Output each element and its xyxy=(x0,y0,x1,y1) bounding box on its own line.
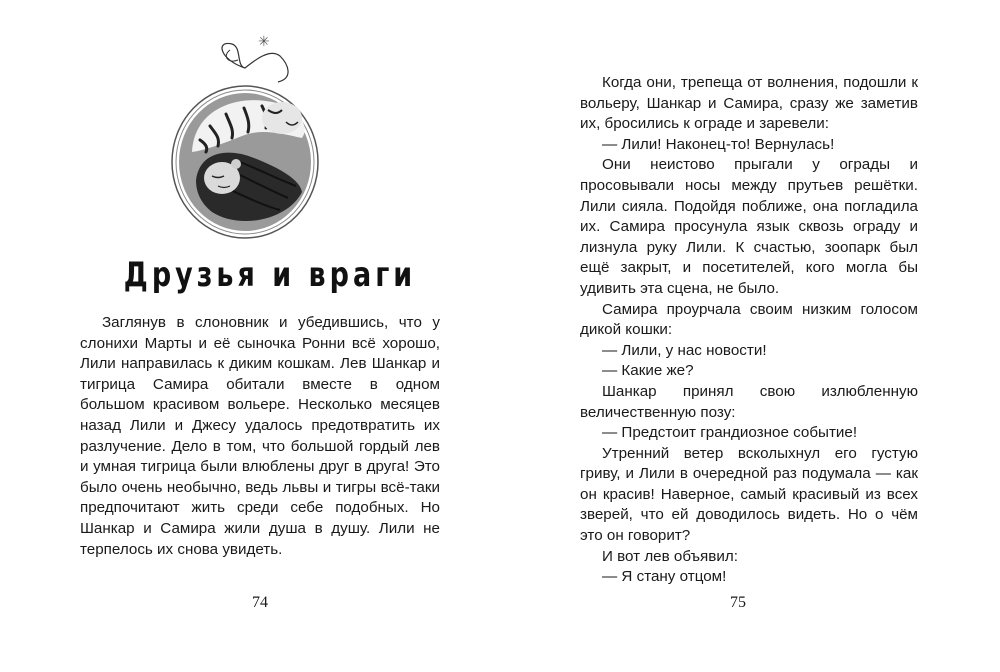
chapter-title: Друзья и враги xyxy=(123,256,417,295)
paragraph: И вот лев объявил: xyxy=(602,547,738,565)
page-number-right: 75 xyxy=(730,594,746,611)
right-page-text xyxy=(580,73,918,588)
paragraph: Шанкар принял свою излюбленную величественную позу: xyxy=(580,382,918,421)
paragraph: Заглянув в слоновник и убедившись, что у слонихи Марты и её сыночка Ронни всё хорошо, Лили направилась к диким кошкам. Лев Шанкар и тигрица Самира обитали вместе в одном большом красивом вольере. Несколько месяцев назад Лили и Джесу удалось предотвратить их разлучение. Дело в том, что большой гордый лев и умная тигрица были влюблены друг в друга! Это было очень необычно, ведь львы и тигры всё-таки предпочитают жить среди себе подобных. Но Шанкар и Самира жили душа в душу. Лили не терпелось их снова увидеть. xyxy=(80,314,440,558)
paragraph: Утренний ветер всколыхнул его густую гриву, и Лили в очередной раз подумала — как он красив! Наверное, самый красивый из всех зверей, что ей доводилось видеть. Но о чём это он говорит? xyxy=(580,444,918,545)
right-page xyxy=(500,0,1000,672)
tiger-lion-illustration xyxy=(170,30,320,240)
paragraph: Когда они, трепеща от волнения, подошли к вольеру, Шанкар и Самира, сразу же заметив их, бросились к ограде и заревели: xyxy=(580,74,918,133)
paragraph: Самира проурчала своим низким голосом дикой кошки: xyxy=(580,300,918,339)
paragraph: — Какие же? xyxy=(602,362,694,380)
paragraph: — Я стану отцом! xyxy=(602,568,727,586)
paragraph: Они неистово прыгали у ограды и просовывали носы между прутьев решётки. Лили сияла. Подойдя поближе, она погладила их. Самира просунула язык сквозь ограду и лизнула руку Лили. К счастью, зоопарк был ещё закрыт, и посетителей, кого могла бы удивить эта сцена, не было. xyxy=(580,156,918,297)
page-number-left: 74 xyxy=(252,594,268,611)
paragraph: — Лили, у нас новости! xyxy=(602,341,767,359)
left-page-text xyxy=(80,313,440,560)
svg-text:✳: ✳ xyxy=(258,34,270,50)
paragraph: — Лили! Наконец-то! Вернулась! xyxy=(602,135,835,153)
paragraph: — Предстоит грандиозное событие! xyxy=(602,424,858,442)
